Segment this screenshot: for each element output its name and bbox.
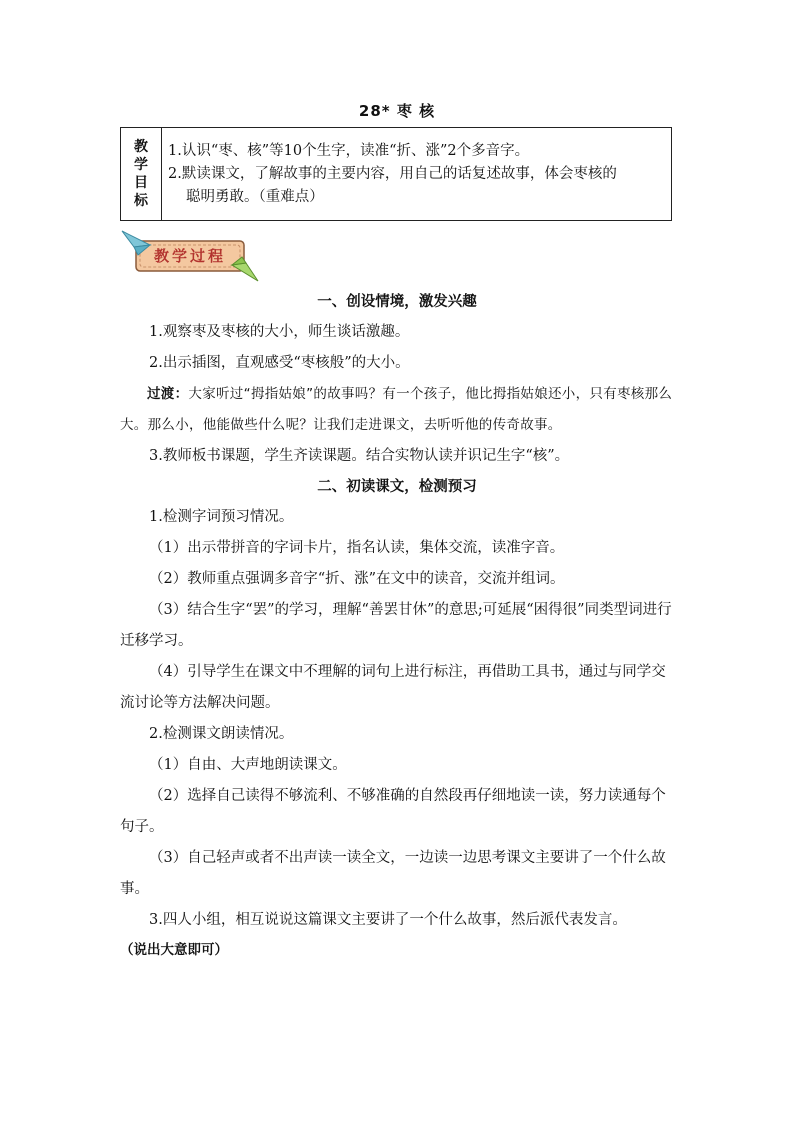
goals-label-char: 教: [134, 139, 148, 155]
goal-item-2-cont: 聪明勇敢。（重难点）: [186, 188, 324, 205]
transition-paragraph: [120, 379, 674, 441]
sub-paragraph: （2）选择自己读得不够流利、不够准确的自然段再仔细地读一读，努力读通每个句子。: [120, 788, 666, 835]
paragraph: 1.观察枣及枣核的大小，师生谈话激趣。: [149, 324, 410, 340]
lesson-content: [120, 287, 674, 964]
goal-item-2: 2.默读课文，了解故事的主要内容，用自己的话复述故事，体会枣核的: [168, 165, 617, 182]
section-heading: 二、初读课文，检测预习: [317, 479, 477, 495]
teaching-goals-table: [120, 127, 672, 221]
paragraph: 3.四人小组，相互说说这篇课文主要讲了一个什么故事，然后派代表发言。: [149, 912, 627, 928]
paragraph: 2.出示插图，直观感受“枣核般”的大小。: [149, 355, 410, 371]
sub-paragraph: （1）自由、大声地朗读课文。: [149, 757, 347, 773]
goal-item-1: 1.认识“枣、核”等10个生字，读准“折、涨”2个多音字。: [168, 142, 530, 159]
paragraph: 2.检测课文朗读情况。: [149, 726, 294, 742]
sub-paragraph: （3）结合生字“罢”的学习，理解“善罢甘休”的意思;可延展“困得很”同类型词进行迁移学习。: [120, 602, 672, 649]
teaching-process-badge: [120, 229, 260, 283]
sub-paragraph: （4）引导学生在课文中不理解的词句上进行标注，再借助工具书，通过与同学交流讨论等方法解决问题。: [120, 664, 666, 711]
paragraph: 1.检测字词预习情况。: [149, 509, 294, 525]
goals-label-char: 学: [134, 157, 148, 173]
transition-label: 过渡：: [147, 386, 189, 402]
page-title: 28* 枣 核: [358, 102, 436, 120]
paragraph: 3.教师板书课题，学生齐读课题。结合实物认读并识记生字“核”。: [149, 448, 570, 464]
goals-content-cell: [162, 128, 672, 221]
transition-text: 大家听过“拇指姑娘”的故事吗？有一个孩子，他比拇指姑娘还小，只有枣核那么大。那么小，他能做些什么呢？让我们走进课文，去听听他的传奇故事。: [120, 386, 673, 433]
note-text: （说出大意即可）: [120, 942, 228, 958]
badge-label: 教学过程: [153, 247, 226, 265]
sub-paragraph: （2）教师重点强调多音字“折、涨”在文中的读音，交流并组词。: [149, 571, 565, 587]
section-heading: 一、创设情境，激发兴趣: [317, 294, 477, 310]
sub-paragraph: （3）自己轻声或者不出声读一读全文，一边读一边思考课文主要讲了一个什么故事。: [120, 850, 666, 897]
goals-label-cell: [121, 128, 162, 221]
goals-label-char: 标: [134, 193, 148, 209]
sub-paragraph: （1）出示带拼音的字词卡片，指名认读，集体交流，读准字音。: [149, 540, 565, 556]
goals-label-char: 目: [134, 175, 148, 191]
